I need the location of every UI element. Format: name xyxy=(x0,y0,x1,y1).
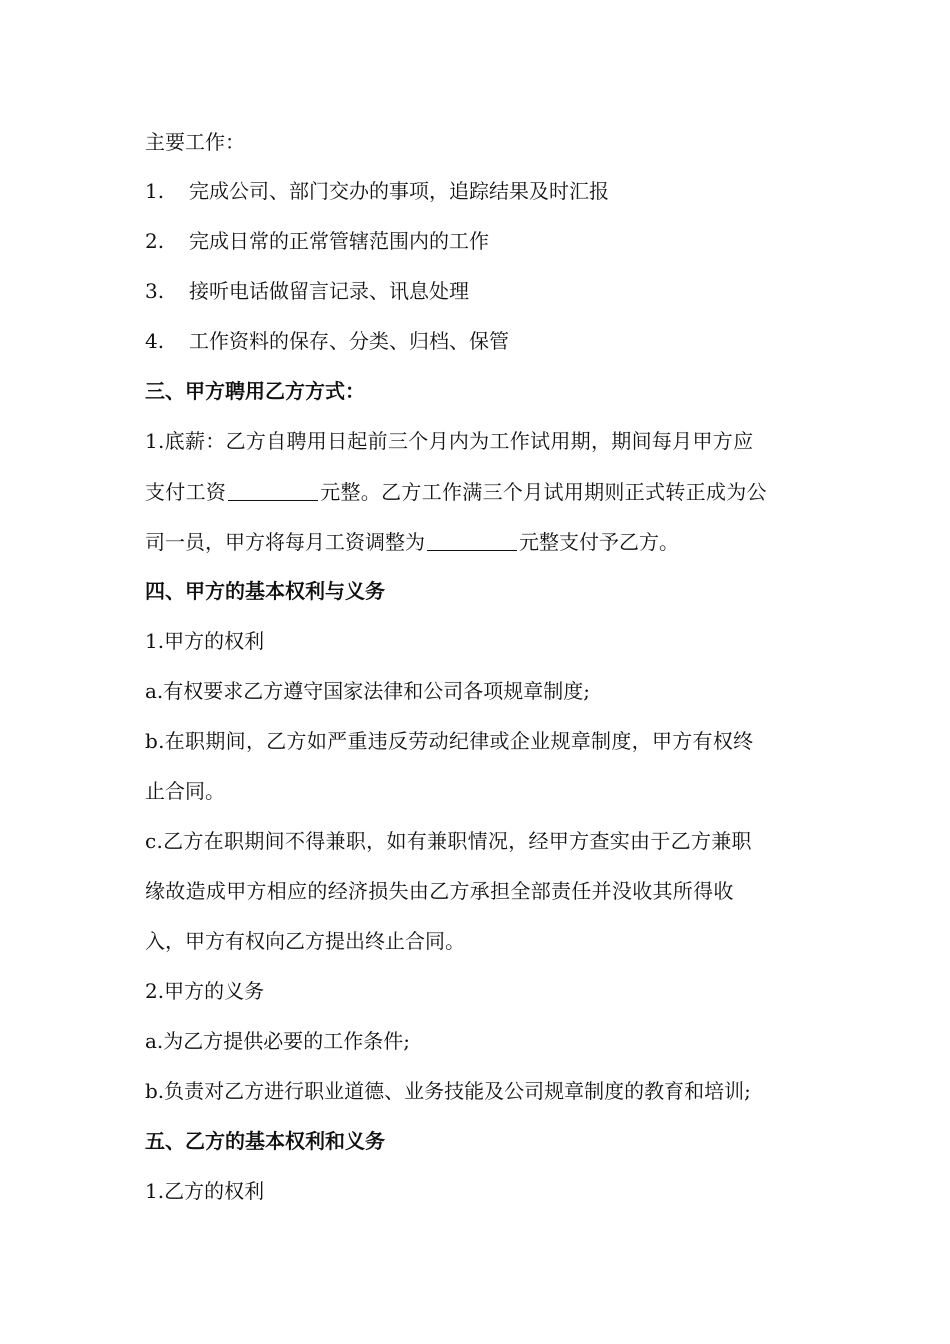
item-number: 1. xyxy=(145,179,165,203)
item-text: 完成公司、部门交办的事项，追踪结果及时汇报 xyxy=(189,179,609,203)
main-work-item xyxy=(145,326,835,356)
section3-paragraph-line xyxy=(145,527,835,557)
main-work-item xyxy=(145,276,835,306)
section4-title: 四、甲方的基本权利与义务 xyxy=(145,579,385,603)
item-text: 完成日常的正常管辖范围内的工作 xyxy=(189,229,489,253)
main-work-heading: 主要工作： xyxy=(145,130,245,154)
party-a-right-b-line: b.在职期间，乙方如严重违反劳动纪律或企业规章制度，甲方有权终 xyxy=(145,729,754,753)
item-number: 3. xyxy=(145,279,165,303)
salary-blank xyxy=(228,480,318,501)
party-a-right-c-line: c.乙方在职期间不得兼职，如有兼职情况，经甲方查实由于乙方兼职 xyxy=(145,829,752,853)
section3-paragraph-line xyxy=(145,477,835,507)
party-a-duty-a: a.为乙方提供必要的工作条件; xyxy=(145,1029,411,1053)
text-fragment: 司一员，甲方将每月工资调整为 xyxy=(145,530,425,554)
party-a-right-c-line: 入，甲方有权向乙方提出终止合同。 xyxy=(145,929,465,953)
text-fragment: 支付工资 xyxy=(145,480,227,504)
party-a-right-c-line: 缘故造成甲方相应的经济损失由乙方承担全部责任并没收其所得收 xyxy=(145,879,734,903)
item-number: 4. xyxy=(145,329,165,353)
item-number: 2. xyxy=(145,229,165,253)
item-text: 工作资料的保存、分类、归档、保管 xyxy=(189,329,509,353)
party-a-right-b-line: 止合同。 xyxy=(145,779,225,803)
section5-title: 五、乙方的基本权利和义务 xyxy=(145,1129,385,1153)
party-a-right-a: a.有权要求乙方遵守国家法律和公司各项规章制度; xyxy=(145,679,591,703)
section3-paragraph-line: 1.底薪：乙方自聘用日起前三个月内为工作试用期，期间每月甲方应 xyxy=(145,429,754,453)
party-a-duty-b: b.负责对乙方进行职业道德、业务技能及公司规章制度的教育和培训; xyxy=(145,1079,751,1103)
main-work-item xyxy=(145,176,835,206)
party-a-duties-title: 2.甲方的义务 xyxy=(145,979,265,1003)
salary-blank xyxy=(427,530,517,551)
section3-title: 三、甲方聘用乙方方式： xyxy=(145,379,365,403)
party-b-rights-title: 1.乙方的权利 xyxy=(145,1179,265,1203)
party-a-rights-title: 1.甲方的权利 xyxy=(145,629,265,653)
text-fragment: 元整。乙方工作满三个月试用期则正式转正成为公 xyxy=(320,480,767,504)
main-work-item xyxy=(145,226,835,256)
text-fragment: 元整支付予乙方。 xyxy=(519,530,679,554)
item-text: 接听电话做留言记录、讯息处理 xyxy=(189,279,469,303)
